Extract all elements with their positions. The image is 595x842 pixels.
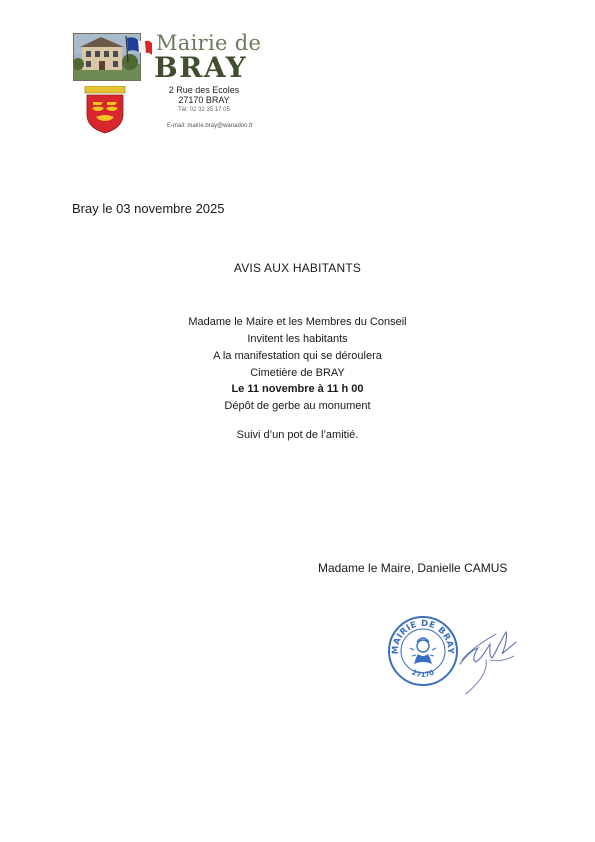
notice-heading: AVIS AUX HABITANTS — [233, 261, 362, 275]
svg-text:27170 — [410, 668, 435, 679]
stamp-bottom-text: 27170 — [410, 668, 436, 679]
date-time-line: Le 11 novembre à 11 h 00 — [231, 383, 364, 395]
address-city: 27170 BRAY — [178, 95, 230, 105]
invitation-line-3: A la manifestation qui se déroulera — [213, 350, 382, 362]
letter-date: Bray le 03 novembre 2025 — [72, 201, 225, 216]
address-phone: Tél: 02 32 35 17 05 — [178, 107, 230, 113]
location-line: Cimetière de BRAY — [250, 367, 345, 379]
french-flag-icon — [124, 36, 152, 62]
address-street: 2 Rue des Ecoles — [168, 85, 240, 95]
invitation-line-1: Madame le Maire et les Membres du Conseil — [188, 316, 407, 328]
official-stamp — [386, 614, 460, 688]
address-email: E-mail: mairie.bray@wanadoo.fr — [167, 123, 253, 129]
handwritten-signature — [456, 620, 518, 698]
letterhead-title-line1: Mairie de — [156, 31, 262, 55]
signatory-line: Madame le Maire, Danielle CAMUS — [318, 561, 508, 575]
invitation-line-2: Invitent les habitants — [247, 333, 348, 345]
letterhead-title-line2: BRAY — [154, 51, 248, 84]
marianne-icon — [410, 638, 436, 664]
stamp-top-text: MAIRIE DE BRAY — [390, 618, 456, 655]
wreath-line: Dépôt de gerbe au monument — [224, 400, 371, 412]
reception-line: Suivi d’un pot de l’amitié. — [236, 429, 359, 441]
eure-crest-icon — [83, 86, 127, 134]
